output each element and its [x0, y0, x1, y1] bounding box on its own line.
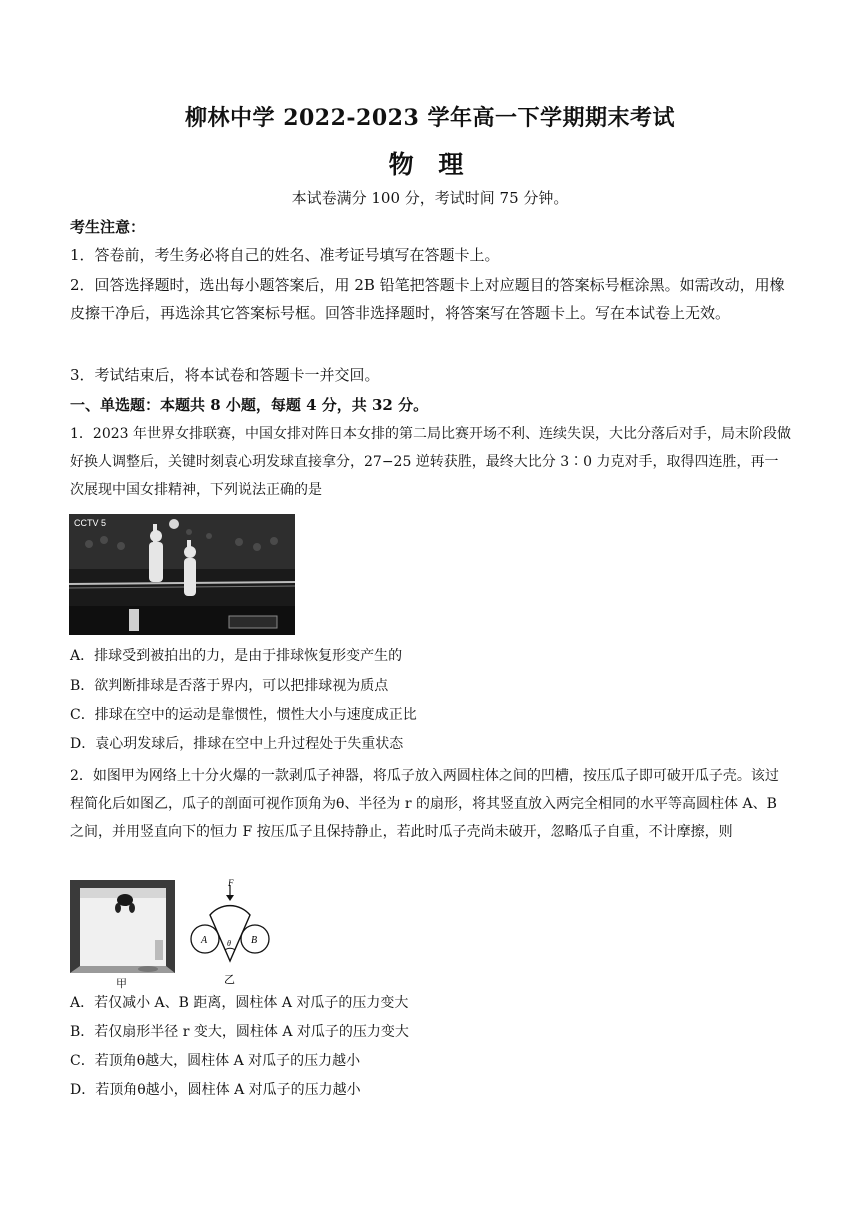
tv-channel-logo: CCTV 5: [74, 518, 107, 528]
volleyball-photo: [69, 514, 295, 635]
notice-heading: 考生注意：: [70, 218, 146, 236]
seed-opener-image: [70, 880, 175, 973]
section-heading: 一、单选题：本题共 8 小题，每题 4 分，共 32 分。: [70, 396, 429, 414]
figure-yi-caption: 乙: [224, 973, 235, 986]
cylinder-b-label: B: [251, 935, 258, 946]
question-1-option-b: B．欲判断排球是否落于界内，可以把排球视为质点: [70, 678, 389, 694]
volleyball-scene: [69, 514, 295, 635]
cylinder-a-label: A: [201, 935, 208, 946]
seed-opener-photo: [70, 880, 175, 973]
question-2-option-b: B．若仅扇形半径 r 变大，圆柱体 A 对瓜子的压力变大: [70, 1024, 409, 1040]
sector-cylinder-diagram: [190, 875, 270, 990]
question-2-option-d: D．若顶角θ越小，圆柱体 A 对瓜子的压力越小: [70, 1082, 361, 1098]
question-1-stem: 1．2023 年世界女排联赛，中国女排对阵日本女排的第二局比赛开场不利、连续失误，大比分落后对手，局末阶段做好换人调整后，关键时刻袁心玥发球直接拿分，27−25 逆转获胜，最终大比分 3∶0 力克对手，取得四连胜，再一次展现中国女排精神，下列说法正确的是: [70, 426, 791, 498]
question-1-option-c: C．排球在空中的运动是靠惯性，惯性大小与速度成正比: [70, 707, 417, 723]
exam-info: 本试卷满分 100 分，考试时间 75 分钟。: [291, 189, 569, 207]
force-label: F: [228, 878, 234, 888]
question-2-stem: 2．如图甲为网络上十分火爆的一款剥瓜子神器，将瓜子放入两圆柱体之间的凹槽，按压瓜子即可破开瓜子壳。该过程简化后如图乙，瓜子的剖面可视作顶角为θ、半径为 r 的扇形，将其竖直放入两完全相同的水平等高圆柱体 A、B 之间，并用竖直向下的恒力 F 按压瓜子且保持静止，若此时瓜子壳尚未破开，忽略瓜子自重，不计摩擦，则: [70, 768, 779, 840]
subject-title: 物 理: [388, 150, 472, 179]
notice-item-3: 3．考试结束后，将本试卷和答题卡一并交回。: [70, 366, 380, 384]
figure-yi-diagram: [190, 875, 270, 990]
question-2-option-a: A．若仅减小 A、B 距离，圆柱体 A 对瓜子的压力变大: [70, 995, 409, 1011]
figure-jia-caption: 甲: [116, 977, 127, 990]
question-1-option-d: D．袁心玥发球后，排球在空中上升过程处于失重状态: [70, 736, 404, 752]
angle-label: θ: [227, 939, 231, 948]
question-1-option-a: A．排球受到被拍出的力，是由于排球恢复形变产生的: [70, 648, 403, 664]
notice-item-1: 1．答卷前，考生务必将自己的姓名、准考证号填写在答题卡上。: [70, 246, 500, 264]
exam-title: 柳林中学 2022-2023 学年高一下学期期末考试: [185, 105, 675, 131]
question-2-option-c: C．若顶角θ越大，圆柱体 A 对瓜子的压力越小: [70, 1053, 361, 1069]
notice-item-2: 2．回答选择题时，选出每小题答案后，用 2B 铅笔把答题卡上对应题目的答案标号框涂黑。如需改动，用橡皮擦干净后，再选涂其它答案标号框。回答非选择题时，将答案写在答题卡上。写在本试卷上无效。: [70, 276, 785, 322]
